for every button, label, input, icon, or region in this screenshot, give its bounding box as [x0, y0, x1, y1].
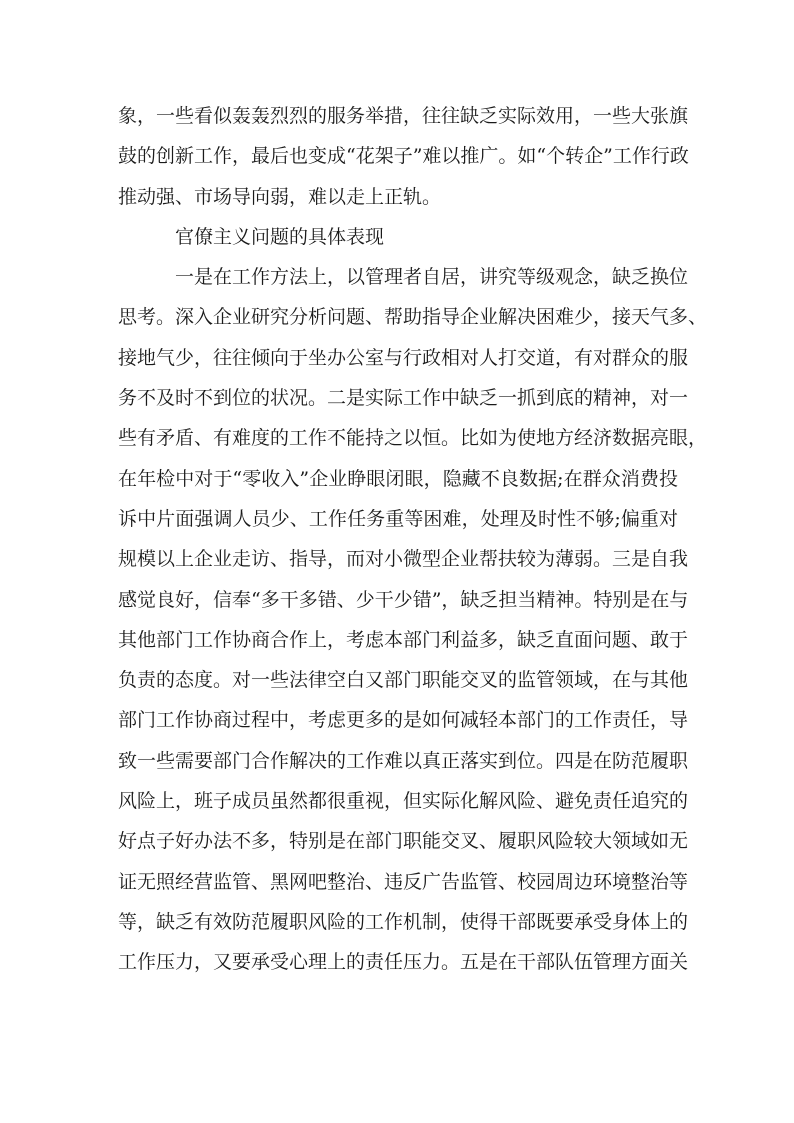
- text-line: 推动强、市场导向弱，难以走上正轨。: [118, 185, 442, 208]
- text-line: 思考。深入企业研究分析问题、帮助指导企业解决困难少，接天气多、: [118, 306, 708, 329]
- text-line: 等，缺乏有效防范履职风险的工作机制，使得干部既要承受身体上的: [118, 910, 689, 933]
- text-line: 工作压力，又要承受心理上的责任压力。五是在干部队伍管理方面关: [118, 951, 689, 974]
- text-line: 负责的态度。对一些法律空白又部门职能交叉的监管领域，在与其他: [118, 669, 689, 692]
- text-line: 诉中片面强调人员少、工作任务重等困难，处理及时性不够;偏重对: [118, 507, 678, 530]
- text-line: 在年检中对于“零收入”企业睁眼闭眼，隐藏不良数据;在群众消费投: [118, 467, 678, 490]
- document-body: [118, 96, 708, 983]
- text-line: 风险上，班子成员虽然都很重视，但实际化解风险、避免责任追究的: [118, 790, 689, 813]
- text-line: 其他部门工作协商合作上，考虑本部门利益多，缺乏直面问题、敢于: [118, 628, 689, 651]
- text-line: 务不及时不到位的状况。二是实际工作中缺乏一抓到底的精神，对一: [118, 387, 689, 410]
- text-line: 规模以上企业走访、指导，而对小微型企业帮扶较为薄弱。三是自我: [118, 548, 689, 571]
- text-line: 些有矛盾、有难度的工作不能持之以恒。比如为使地方经济数据亮眼，: [118, 427, 708, 450]
- text-line: 致一些需要部门合作解决的工作难以真正落实到位。四是在防范履职: [118, 749, 689, 772]
- text-line: 感觉良好，信奉“多干多错、少干少错”，缺乏担当精神。特别是在与: [118, 588, 689, 611]
- text-line: 好点子好办法不多，特别是在部门职能交叉、履职风险较大领域如无: [118, 830, 689, 853]
- section-heading: 官僚主义问题的具体表现: [175, 225, 385, 248]
- text-line: 证无照经营监管、黑网吧整治、违反广告监管、校园周边环境整治等: [118, 870, 689, 893]
- text-line: 接地气少，往往倾向于坐办公室与行政相对人打交道，有对群众的服: [118, 346, 689, 369]
- text-line: 鼓的创新工作，最后也变成“花架子”难以推广。如“个转企”工作行政: [118, 145, 689, 168]
- text-line: 象，一些看似轰轰烈烈的服务举措，往往缺乏实际效用，一些大张旗: [118, 105, 689, 127]
- text-line: 一是在工作方法上，以管理者自居，讲究等级观念，缺乏换位: [175, 266, 689, 289]
- text-line: 部门工作协商过程中，考虑更多的是如何减轻本部门的工作责任，导: [118, 709, 689, 732]
